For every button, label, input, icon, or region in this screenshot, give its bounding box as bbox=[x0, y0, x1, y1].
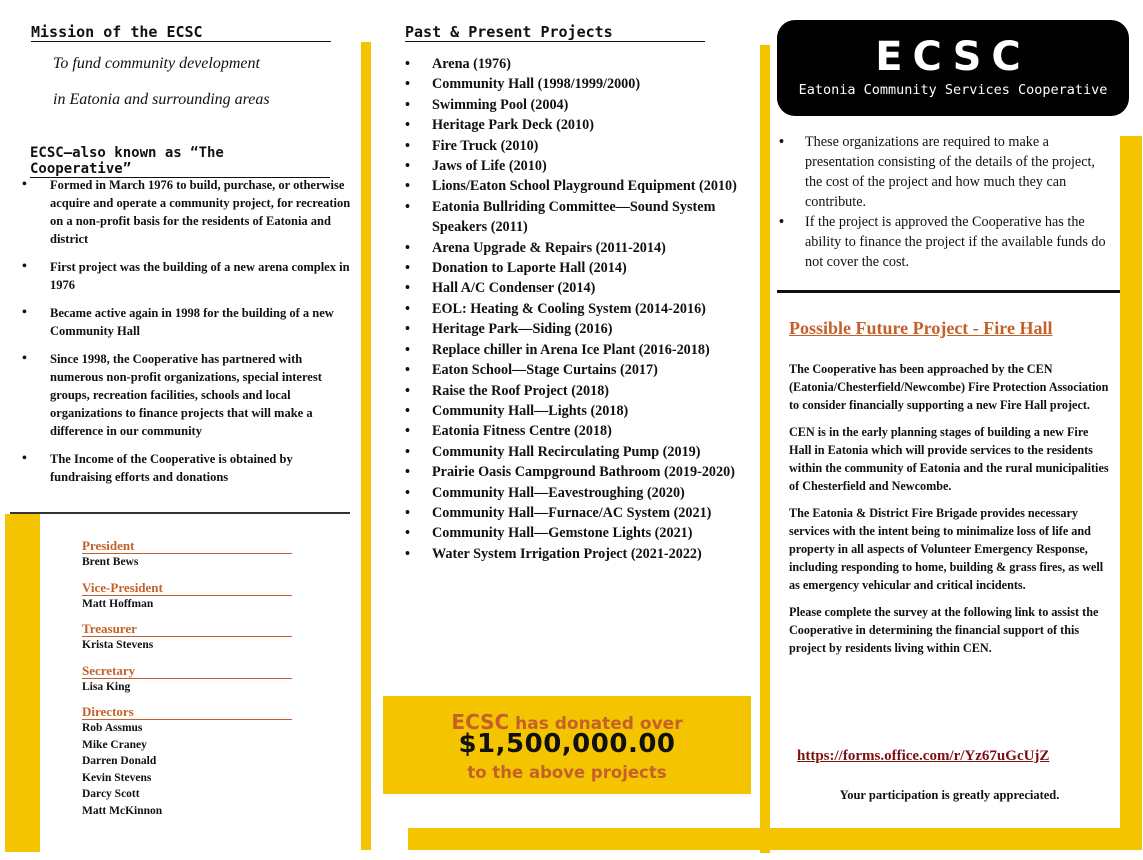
officer-title: Directors bbox=[82, 704, 292, 720]
mission-line-2: in Eatonia and surrounding areas bbox=[53, 91, 270, 108]
officers-list bbox=[82, 538, 292, 828]
yellow-bar-col3-right bbox=[1120, 136, 1142, 850]
coop-bullet: • Formed in March 1976 to build, purchase, or otherwise acquire and operate a community project, for recreation on a non-profit basis for the residents of Eatonia and district bbox=[22, 176, 352, 248]
yellow-bar-col1-right bbox=[361, 42, 371, 850]
project-item: • Arena (1976) bbox=[405, 54, 745, 74]
thanks-note: Your participation is greatly appreciated. bbox=[839, 788, 1060, 802]
project-item: • Community Hall—Eavestroughing (2020) bbox=[405, 483, 745, 503]
project-item: • Eatonia Bullriding Committee—Sound System Speakers (2011) bbox=[405, 197, 745, 238]
director-name: Darcy Scott bbox=[82, 788, 140, 800]
project-item: • Heritage Park—Siding (2016) bbox=[405, 319, 745, 339]
future-paragraph: The Cooperative has been approached by the CEN (Eatonia/Chesterfield/Newcombe) Fire Protection Association to consider financially supporting a new Fire Hall project. bbox=[789, 362, 1109, 412]
future-paragraph: CEN is in the early planning stages of building a new Fire Hall in Eatonia which will provide services to the residents within the community of Eatonia and the rural municipalities of Chesterfield and Newcombe. bbox=[789, 425, 1109, 493]
project-item: • Water System Irrigation Project (2021-2022) bbox=[405, 544, 745, 564]
project-item: • Community Hall—Lights (2018) bbox=[405, 401, 745, 421]
future-paragraph: Please complete the survey at the following link to assist the Cooperative in determining the financial support of this project by residents living within CEN. bbox=[789, 605, 1099, 655]
officer-secretary bbox=[82, 663, 292, 696]
banner-subtitle: Eatonia Community Services Cooperative bbox=[798, 82, 1108, 98]
project-item: • Prairie Oasis Campground Bathroom (2019-2020) bbox=[405, 462, 745, 482]
coop-bullet-list bbox=[22, 176, 352, 496]
coop-bullet: • Since 1998, the Cooperative has partnered with numerous non-profit organizations, special interest groups, recreation facilities, schools and local organizations to finance projects that will make a difference in our community bbox=[22, 350, 352, 440]
coop-bullet: • The Income of the Cooperative is obtained by fundraising efforts and donations bbox=[22, 450, 352, 486]
project-item: • Replace chiller in Arena Ice Plant (2016-2018) bbox=[405, 340, 745, 360]
project-item: • Lions/Eaton School Playground Equipment (2010) bbox=[405, 176, 745, 196]
ecsc-banner bbox=[777, 20, 1129, 116]
project-item: • Eatonia Fitness Centre (2018) bbox=[405, 421, 745, 441]
project-item: • Donation to Laporte Hall (2014) bbox=[405, 258, 745, 278]
officer-name: Matt Hoffman bbox=[82, 597, 154, 610]
requirements-list bbox=[779, 132, 1109, 272]
director-name: Darren Donald bbox=[82, 755, 157, 767]
officer-treasurer bbox=[82, 621, 292, 654]
yellow-bar-left-bottom bbox=[5, 514, 40, 852]
project-item: • Hall A/C Condenser (2014) bbox=[405, 278, 745, 298]
project-item: • Community Hall (1998/1999/2000) bbox=[405, 74, 745, 94]
officer-title: Treasurer bbox=[82, 621, 292, 637]
project-item: • Heritage Park Deck (2010) bbox=[405, 115, 745, 135]
future-project-heading: Possible Future Project - Fire Hall bbox=[789, 318, 1053, 338]
project-item: • EOL: Heating & Cooling System (2014-2016) bbox=[405, 299, 745, 319]
divider-col3 bbox=[777, 290, 1120, 293]
donation-amount: $1,500,000.00 bbox=[458, 729, 676, 759]
donation-box bbox=[383, 696, 751, 794]
director-name: Rob Assmus bbox=[82, 722, 143, 734]
officer-name: Brent Bews bbox=[82, 556, 139, 568]
project-item: • Eaton School—Stage Curtains (2017) bbox=[405, 360, 745, 380]
banner-title: ECSC bbox=[875, 34, 1031, 80]
project-item: • Swimming Pool (2004) bbox=[405, 95, 745, 115]
director-name: Matt McKinnon bbox=[82, 804, 163, 817]
officer-directors bbox=[82, 704, 292, 819]
project-item: • Raise the Roof Project (2018) bbox=[405, 381, 745, 401]
donation-ecsc: ECSC bbox=[451, 710, 510, 734]
project-item: • Arena Upgrade & Repairs (2011-2014) bbox=[405, 238, 745, 258]
project-item: • Community Hall Recirculating Pump (2019) bbox=[405, 442, 745, 462]
coop-bullet: • Became active again in 1998 for the building of a new Community Hall bbox=[22, 304, 352, 340]
donation-line-3: to the above projects bbox=[467, 763, 667, 782]
survey-link[interactable]: https://forms.office.com/r/Yz67uGcUjZ bbox=[797, 748, 1050, 764]
yellow-bar-bottom bbox=[408, 828, 1140, 850]
coop-bullet: • First project was the building of a new arena complex in 1976 bbox=[22, 258, 352, 294]
donation-line-1-rest: has donated over bbox=[509, 714, 683, 734]
yellow-bar-col2-right bbox=[760, 45, 770, 853]
project-item: • Jaws of Life (2010) bbox=[405, 156, 745, 176]
project-item: • Fire Truck (2010) bbox=[405, 136, 745, 156]
director-name: Kevin Stevens bbox=[82, 771, 152, 784]
officer-title: Vice-President bbox=[82, 580, 292, 596]
project-item: • Community Hall—Gemstone Lights (2021) bbox=[405, 523, 745, 543]
future-paragraph: The Eatonia & District Fire Brigade provides necessary services with the intent being to minimalize loss of life and property in all aspects of Volunteer Emergency Response, including responding to home, building & grass fires, as well as emergency vehicular and critical incidents. bbox=[789, 506, 1104, 592]
mission-heading: Mission of the ECSC bbox=[31, 23, 331, 42]
mission-line-1: To fund community development bbox=[53, 55, 260, 72]
requirement-item: • If the project is approved the Cooperative has the ability to finance the project if the available funds do not cover the cost. bbox=[779, 212, 1109, 272]
director-name: Mike Craney bbox=[82, 738, 147, 751]
officer-president bbox=[82, 538, 292, 571]
officer-title: President bbox=[82, 538, 292, 554]
coop-heading: ECSC—also known as “The Cooperative” bbox=[30, 145, 330, 178]
projects-heading: Past & Present Projects bbox=[405, 23, 705, 42]
officer-name: Lisa King bbox=[82, 680, 131, 693]
officer-title: Secretary bbox=[82, 663, 292, 679]
requirement-item: • These organizations are required to make a presentation consisting of the details of the project, the cost of the project and how much they can contribute. bbox=[779, 132, 1109, 212]
project-item: • Community Hall—Furnace/AC System (2021) bbox=[405, 503, 745, 523]
divider-col1 bbox=[10, 512, 350, 514]
officer-name: Krista Stevens bbox=[82, 639, 154, 651]
future-project-body bbox=[789, 360, 1111, 666]
projects-list bbox=[405, 54, 745, 564]
officer-vice-president bbox=[82, 580, 292, 613]
